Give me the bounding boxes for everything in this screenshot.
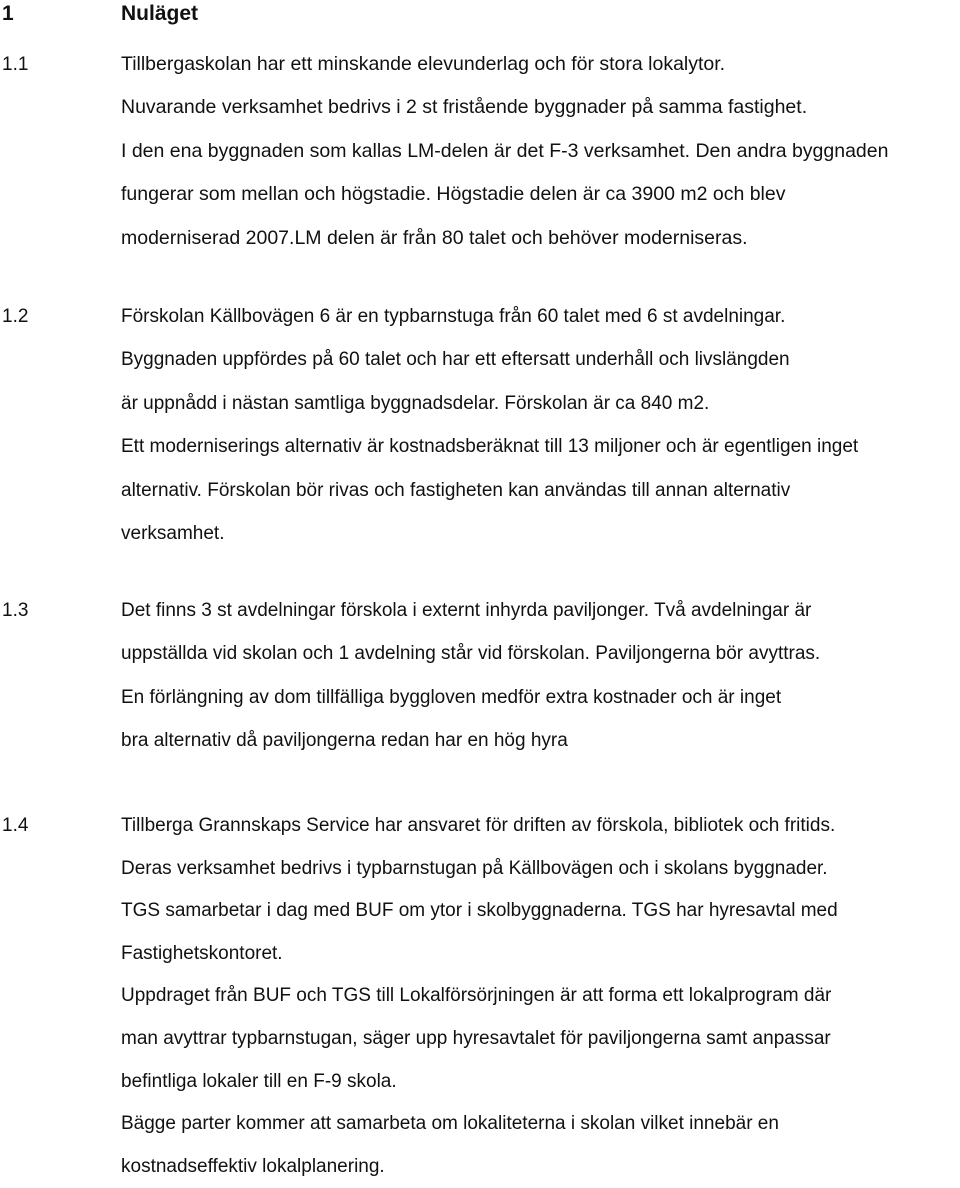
text-line: En förlängning av dom tillfälliga byggloven medför extra kostnader och är inget bbox=[121, 686, 782, 708]
text-line: är uppnådd i nästan samtliga byggnadsdelar. Förskolan är ca 840 m2. bbox=[121, 392, 710, 414]
heading-title: Nuläget bbox=[121, 2, 199, 25]
text-line: kostnadseffektiv lokalplanering. bbox=[121, 1155, 385, 1177]
section-body bbox=[121, 589, 960, 763]
text-line: alternativ. Förskolan bör rivas och fastigheten kan användas till annan alternativ bbox=[121, 479, 791, 501]
text-line: Deras verksamhet bedrivs i typbarnstugan på Källbovägen och i skolans byggnader. bbox=[121, 857, 828, 879]
section-number: 1.4 bbox=[2, 815, 29, 836]
text-line: Nuvarande verksamhet bedrivs i 2 st fristående byggnader på samma fastighet. bbox=[121, 96, 808, 119]
text-line: Tillbergaskolan har ett minskande elevunderlag och för stora lokalytor. bbox=[121, 53, 726, 75]
text-line: Det finns 3 st avdelningar förskola i externt inhyrda paviljonger. Två avdelningar är bbox=[121, 600, 812, 621]
text-line: man avyttrar typbarnstugan, säger upp hyresavtalet för paviljongerna samt anpassar bbox=[121, 1027, 831, 1049]
text-line: Uppdraget från BUF och TGS till Lokalförsörjningen är att forma ett lokalprogram där bbox=[121, 985, 832, 1007]
section-number: 1.1 bbox=[2, 54, 29, 75]
text-line: TGS samarbetar i dag med BUF om ytor i skolbyggnaderna. TGS har hyresavtal med bbox=[121, 900, 838, 922]
text-line: verksamhet. bbox=[121, 523, 225, 545]
section-number: 1.2 bbox=[2, 306, 29, 327]
text-line: bra alternativ då paviljongerna redan har en hög hyra bbox=[121, 730, 568, 752]
section-body bbox=[121, 43, 960, 260]
text-line: fungerar som mellan och högstadie. Högstadie delen är ca 3900 m2 och blev bbox=[121, 183, 786, 206]
section-body bbox=[121, 295, 960, 555]
text-line: Fastighetskontoret. bbox=[121, 942, 283, 964]
text-line: I den ena byggnaden som kallas LM-delen är det F-3 verksamhet. Den andra byggnaden bbox=[121, 139, 889, 162]
text-line: Tillberga Grannskaps Service har ansvaret för driften av förskola, bibliotek och fritids. bbox=[121, 815, 836, 836]
text-line: Ett moderniserings alternativ är kostnadsberäknat till 13 miljoner och är egentligen inget bbox=[121, 436, 859, 458]
text-line: Bägge parter kommer att samarbeta om lokaliteterna i skolan vilket innebär en bbox=[121, 1113, 779, 1135]
text-line: uppställda vid skolan och 1 avdelning står vid förskolan. Paviljongerna bör avyttras. bbox=[121, 643, 821, 665]
text-line: Byggnaden uppfördes på 60 talet och har ett eftersatt underhåll och livslängden bbox=[121, 349, 790, 371]
text-line: Förskolan Källbovägen 6 är en typbarnstuga från 60 talet med 6 st avdelningar. bbox=[121, 306, 786, 327]
section-number: 1.3 bbox=[2, 600, 29, 621]
text-line: moderniserad 2007.LM delen är från 80 talet och behöver moderniseras. bbox=[121, 226, 748, 249]
section-body bbox=[121, 805, 960, 1188]
heading-number: 1 bbox=[2, 2, 14, 25]
text-line: befintliga lokaler till en F-9 skola. bbox=[121, 1070, 397, 1092]
